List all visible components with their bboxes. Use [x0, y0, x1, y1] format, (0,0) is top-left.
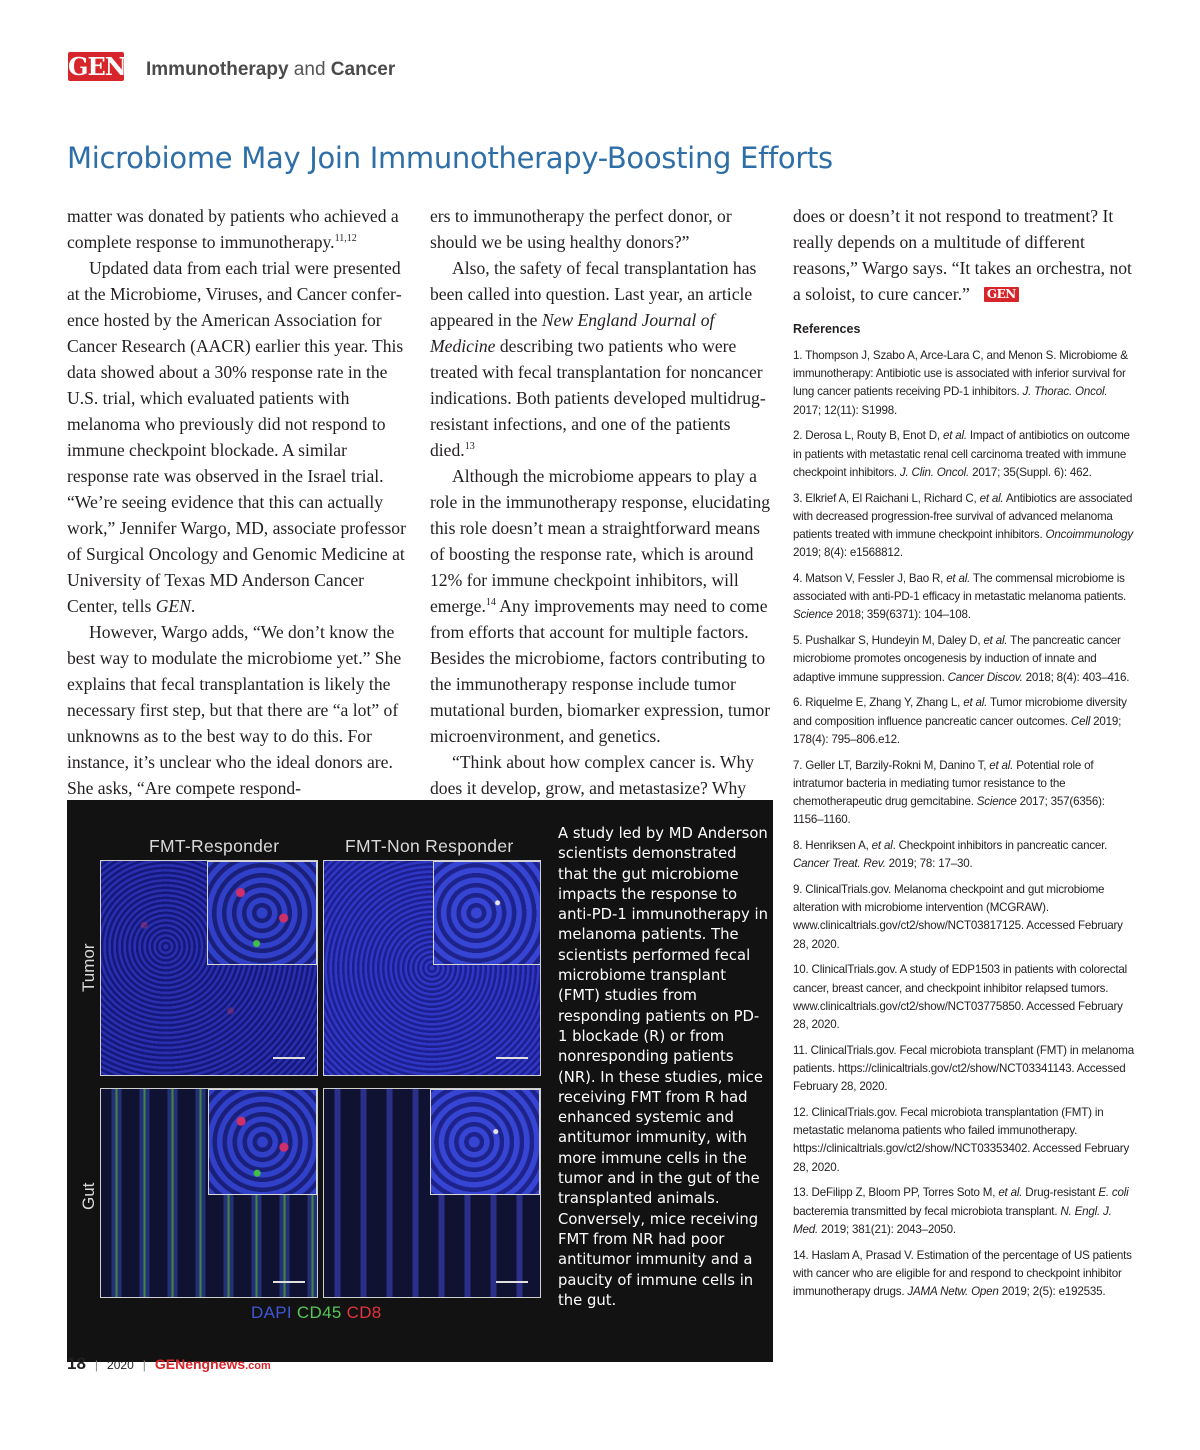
scale-bar [496, 1281, 528, 1283]
paragraph-text: Any improvements may need to come from efforts that account for multiple factors. Besides the microbiome, factors contributing to the immunotherapy response include tumor mutational burden, biomarker expression, tumor microenvironment, and genetics. [430, 596, 771, 746]
citation-superscript: 14 [485, 597, 496, 608]
paragraph-text: describing two patients who were treated with fecal transplantation for noncancer indications. Both patients developed multidrug-resistant infections, and one of the patients died. [430, 336, 766, 460]
section-title [146, 58, 395, 82]
scale-bar [496, 1057, 528, 1059]
footer-website-link[interactable] [155, 1356, 271, 1372]
reference-text: Drug-resistant [1022, 1186, 1099, 1200]
section-title-immunotherapy: Immunotherapy [146, 59, 289, 80]
reference-italic: Cell [1070, 714, 1091, 728]
reference-text: 2017; 35(Suppl. 6): 462. [969, 465, 1092, 479]
reference-text: 2018; 8(4): 403–416. [1022, 670, 1130, 684]
micrograph-inset [430, 1089, 540, 1195]
citation-superscript: 13 [464, 441, 475, 452]
reference-text: Antibiotics are associated with decreased progression-free survival of advanced melanoma patients treated with immune checkpoint inhibitors. [793, 491, 1133, 542]
reference-text: 2019; 8(4): e1568812. [793, 546, 903, 560]
reference-italic: et al. [963, 696, 988, 710]
reference-item [793, 347, 1135, 420]
reference-item [793, 1104, 1135, 1177]
reference-text: 2017; 12(11): S1998. [793, 403, 898, 417]
reference-text: 11. ClinicalTrials.gov. Fecal microbiota transplant (FMT) in melanoma patients. https://clinicaltrials.gov/ct2/show/NCT03341143. Accessed February 28, 2020. [793, 1043, 1134, 1094]
reference-text: Impact of antibiotics on outcome in patients with metastatic renal cell carcinoma treated with immune checkpoint inhibitors. [793, 429, 1130, 479]
page-footer [67, 1354, 271, 1376]
scale-bar [273, 1057, 305, 1059]
page-number: 18 [67, 1354, 86, 1373]
paragraph [67, 255, 407, 619]
reference-italic: Cancer Discov. [947, 670, 1023, 684]
paragraph-text: Updated data from each trial were presented at the Microbiome, Viruses, and Cancer conference hosted by the American Association for Cancer Research (AACR) earlier this year. This data showed about a 30% response rate in the U.S. trial, which evaluated patients with melanoma who previously did not respond to immune checkpoint blockade. A similar response rate was observed in the Israel trial. “We’re seeing evidence that this can actually work,” Jennifer Wargo, MD, associate professor of Surgical Oncology and Genomic Medicine at University of Texas MD Anderson Cancer Center, tells [67, 258, 406, 616]
publication-name: GEN [155, 596, 191, 616]
paragraph-text: matter was donated by patients who achieved a complete response to immunotherapy. [67, 206, 399, 252]
micrograph-inset [208, 1089, 317, 1195]
reference-text: 13. DeFilipp Z, Bloom PP, Torres Soto M, [793, 1186, 999, 1200]
reference-text: 12. ClinicalTrials.gov. Fecal microbiota transplantation (FMT) in metastatic melanoma patients who failed immunotherapy. https://clinicaltrials.gov/ct2/show/NCT03353402. Accessed February 28, 2020. [793, 1106, 1130, 1174]
reference-italic: J. Thorac. Oncol. [1022, 385, 1108, 399]
stain-legend [251, 1303, 382, 1323]
footer-site-main: GENengnews [154, 1356, 246, 1372]
reference-text: bacteremia transmitted by fecal microbiota transplant. [793, 1204, 1061, 1218]
figure-column-label-non-responder: FMT-Non Responder [345, 836, 514, 856]
paragraph [67, 203, 407, 255]
reference-item [793, 757, 1135, 830]
stain-label-cd45: CD45 [296, 1303, 342, 1322]
paragraph-text: Also, the safety of fecal transplantation has been called into question. Last year, an article appeared in the [430, 258, 757, 330]
figure-row-label-gut: Gut [79, 1182, 98, 1210]
reference-item [793, 694, 1135, 749]
reference-italic: Cancer Treat. Rev. [793, 857, 886, 871]
reference-text: 8. Henriksen A, [793, 839, 872, 853]
reference-text: 2017; 357(6356): 1156–1160. [793, 795, 1105, 827]
reference-text: 2019; 2(5): e192535. [998, 1285, 1106, 1299]
section-title-and: and [288, 59, 331, 80]
reference-text: 3. Elkrief A, El Raichani L, Richard C, [793, 491, 980, 505]
reference-item [793, 881, 1135, 954]
reference-text: The commensal microbiome is associated with anti-PD-1 efficacy in metastatic melanoma patients. [793, 572, 1127, 604]
section-title-cancer: Cancer [330, 59, 396, 80]
footer-site-tld: .com [245, 1360, 271, 1372]
reference-text: 7. Geller LT, Barzily-Rokni M, Danino T, [793, 758, 990, 772]
reference-text: . Checkpoint inhibitors in pancreatic cancer. [892, 839, 1108, 853]
paragraph: However, Wargo adds, “We don’t know the best way to modulate the microbiome yet.” She explains that fecal transplantation is likely the necessary first step, but that there are “a lot” of unknowns as to the best way to do this. For instance, it’s unclear who the ideal donors are. She asks, “Are compete respond- [67, 622, 402, 798]
article-column-1 [67, 203, 407, 801]
references-heading: References [793, 322, 861, 336]
reference-text: Tumor microbiome diversity and composition influence pancreatic cancer outcomes. [793, 696, 1127, 728]
reference-item [793, 961, 1135, 1034]
article-headline: Microbiome May Join Immunotherapy-Boosting Efforts [67, 141, 833, 175]
reference-item [793, 1247, 1135, 1302]
paragraph: “Think about how complex cancer is. Why does it develop, grow, and metastasize? Why [430, 752, 755, 798]
reference-italic: et al. [942, 429, 967, 443]
micrograph-gut-non-responder [323, 1088, 541, 1298]
footer-year: 2020 [107, 1358, 134, 1372]
scale-bar [273, 1281, 305, 1283]
reference-italic: JAMA Netw. Open [907, 1285, 999, 1299]
gen-logo: GEN [68, 52, 126, 81]
reference-italic: et al. [989, 758, 1014, 772]
reference-text: Potential role of intratumor bacteria in mediating tumor resistance to the chemotherapeutic drug gemcitabine. [793, 758, 1094, 809]
reference-text: 5. Pushalkar S, Hundeyin M, Daley D, [793, 634, 984, 648]
stain-label-cd8: CD8 [346, 1303, 382, 1322]
paragraph [430, 255, 775, 463]
stain-label-dapi: DAPI [251, 1303, 292, 1322]
paragraph [793, 203, 1133, 307]
micrograph-inset [207, 861, 317, 965]
article-column-2 [430, 203, 775, 801]
micrograph-tumor-responder [100, 860, 318, 1076]
micrograph-inset [433, 861, 541, 965]
paragraph: ers to immunotherapy the perfect donor, or should we be using healthy donors?” [430, 206, 732, 252]
reference-italic: et al [871, 839, 893, 853]
reference-italic: et al. [979, 491, 1004, 505]
reference-text: 2019; 381(21): 2043–2050. [817, 1222, 956, 1236]
reference-item [793, 570, 1135, 625]
reference-item [793, 427, 1135, 482]
reference-item [793, 1184, 1135, 1239]
gen-end-mark: GEN [984, 287, 1019, 302]
reference-item [793, 1042, 1135, 1097]
reference-italic: Oncoimmunology [1045, 528, 1133, 542]
footer-separator: | [94, 1358, 99, 1372]
reference-text: 14. Haslam A, Prasad V. Estimation of the percentage of US patients with cancer who are eligible for and respond to checkpoint inhibitor immunotherapy drugs. [793, 1248, 1132, 1299]
reference-italic: et al. [946, 572, 971, 586]
reference-italic: Science [793, 608, 833, 622]
reference-italic: et al. [998, 1186, 1023, 1200]
reference-item [793, 837, 1135, 873]
micrograph-gut-responder [100, 1088, 318, 1298]
reference-item [793, 632, 1135, 687]
reference-text: 2019; 78: 17–30. [885, 857, 973, 871]
reference-item [793, 490, 1135, 563]
reference-text: 10. ClinicalTrials.gov. A study of EDP1503 in patients with colorectal cancer, breast cancer, and checkpoint inhibitor relapsed tumors. www.clinicaltrials.gov/ct2/show/NCT03775850. Accessed February 28, 2020. [793, 963, 1127, 1032]
reference-text: 4. Matson V, Fessler J, Bao R, [793, 572, 947, 586]
reference-italic: et al. [983, 634, 1008, 648]
reference-text: 2018; 359(6371): 104–108. [832, 608, 971, 622]
reference-text: 2. Derosa L, Routy B, Enot D, [793, 429, 943, 443]
paragraph-text: does or doesn’t it not respond to treatment? It really depends on a multitude of different reasons,” Wargo says. “It takes an orchestra, not a soloist, to cure cancer.” [793, 206, 1132, 304]
references-list [793, 347, 1135, 1309]
paragraph-text: Although the microbiome appears to play a role in the immunotherapy response, elucidating this role doesn’t mean a straightforward means of boosting the response rate, which is around 12% for immune checkpoint inhibitors, will emerge. [430, 466, 771, 616]
reference-text: The pancreatic cancer microbiome promotes oncogenesis by induction of innate and adaptive immune suppression. [793, 634, 1121, 684]
footer-separator: | [142, 1358, 146, 1372]
article-column-3 [793, 203, 1133, 307]
reference-text: 2019; 178(4): 795–806.e12. [793, 714, 1122, 746]
figure-caption: A study led by MD Anderson scientists demonstrated that the gut microbiome impacts the response to anti-PD-1 immunotherapy in melanoma patients. The scientists performed fecal microbiome transplant (FMT) studies from responding patients on PD-1 blockade (R) or from nonresponding patients (NR). In these studies, mice receiving FMT from R had enhanced systemic and antitumor immunity, with more immune cells in the tumor and in the gut of the transplanted animals. Conversely, mice receiving FMT from NR had poor antitumor immunity and a paucity of immune cells in the gut. [558, 825, 768, 1309]
reference-italic: E. coli [1098, 1186, 1129, 1200]
figure-panel [67, 800, 773, 1362]
paragraph [430, 463, 775, 749]
figure-row-label-tumor: Tumor [79, 943, 98, 992]
reference-text: 1. Thompson J, Szabo A, Arce-Lara C, and Menon S. Microbiome & immunotherapy: Antibiotic use is associated with inferior survival for lung cancer patients receiving PD-1 inhibitors. [793, 349, 1128, 399]
reference-italic: Science [976, 795, 1017, 809]
reference-italic: J. Clin. Oncol. [899, 465, 970, 479]
micrograph-tumor-non-responder [323, 860, 541, 1076]
citation-superscript: 11,12 [334, 233, 357, 244]
reference-italic: N. Engl. J. Med. [793, 1204, 1112, 1236]
reference-text: 6. Riquelme E, Zhang Y, Zhang L, [793, 696, 964, 710]
figure-column-label-responder: FMT-Responder [149, 836, 280, 856]
paragraph-text: . [190, 596, 196, 616]
journal-name: New England Journal of Medicine [430, 310, 715, 356]
reference-text: 9. ClinicalTrials.gov. Melanoma checkpoint and gut microbiome alteration with microbiome intervention (MCGRAW). www.clinicaltrials.gov/ct2/show/NCT03817125. Accessed February 28, 2020. [793, 883, 1123, 951]
